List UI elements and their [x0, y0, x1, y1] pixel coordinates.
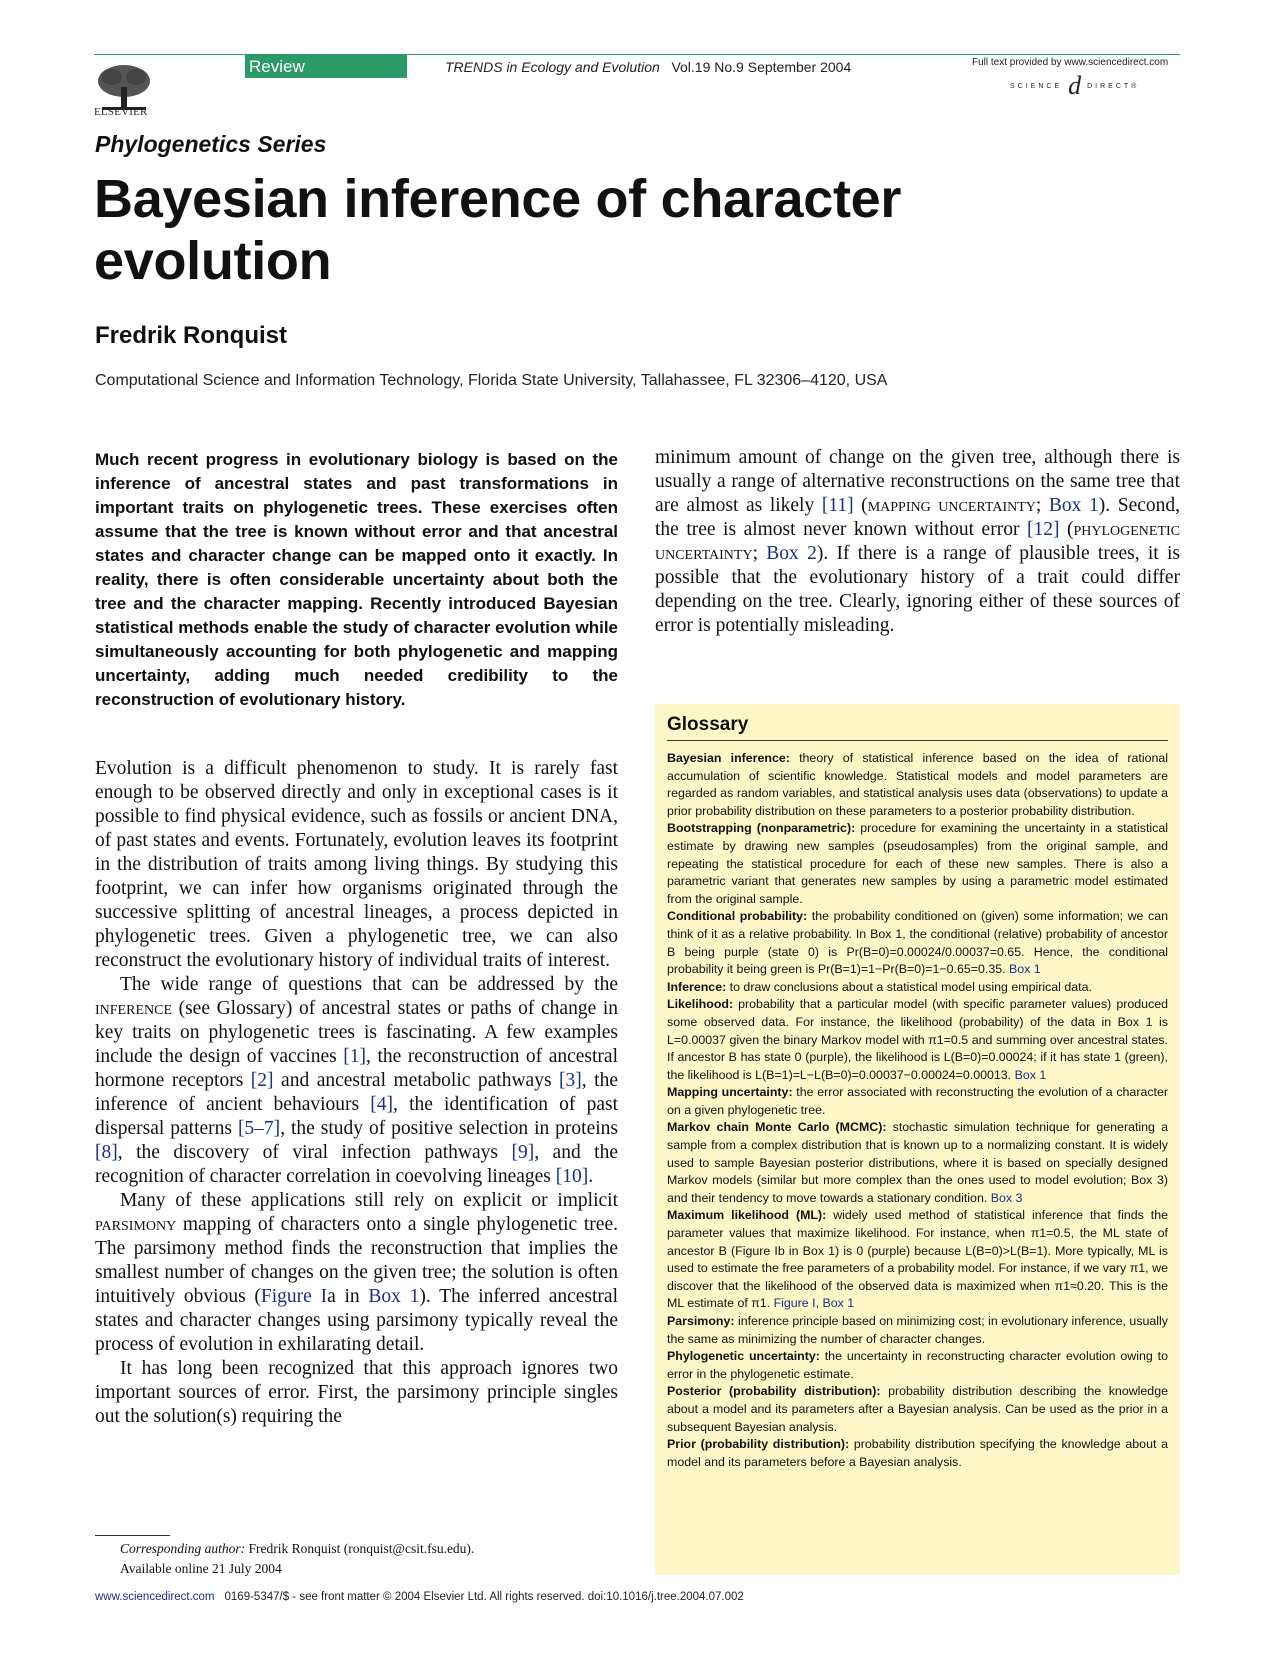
footer-url[interactable]: www.sciencedirect.com: [95, 1591, 215, 1603]
footnote-text: Fredrik Ronquist (ronquist@csit.fsu.edu).: [245, 1541, 475, 1556]
box-link[interactable]: Box 1: [1048, 495, 1099, 516]
citation-link[interactable]: [5–7]: [237, 1118, 281, 1139]
glossary-entry: [667, 820, 1168, 908]
paragraph-5: minimum amount of change on the given tree, although there is usually a range of alternative reconstructions on the same tree that are almost as likely [11] (mapping uncertainty; Box 1). Second, the tree is almost never known without error [12] (phylogenetic uncertainty; Box 2). If there is a range of plausible trees, it is possible that the evolutionary history of a trait could differ depending on the tree. Clearly, ignoring either of these sources of error is potentially misleading.: [655, 447, 1181, 636]
available-online: Available online 21 July 2004: [120, 1561, 282, 1576]
glossary-entry: [667, 1207, 1168, 1313]
citation-link[interactable]: [10]: [555, 1166, 589, 1187]
glossary-box: [655, 704, 1180, 1575]
glossary-entry: [667, 1383, 1168, 1436]
abstract: Much recent progress in evolutionary biology is based on the inference of ancestral states and past transformations in important traits on phylogenetic trees. These exercises often assume that the tree is known without error and that ancestral states and character change can be mapped onto it exactly. In reality, there is often considerable uncertainty about both the tree and the character mapping. Recently introduced Bayesian statistical methods enable the study of character evolution while simultaneously accounting for both phylogenetic and mapping uncertainty, adding much needed credibility to the reconstruction of evolutionary history.: [95, 450, 618, 709]
glossary-term: Prior (probability distribution):: [667, 1437, 850, 1452]
paragraph-1: Evolution is a difficult phenomenon to study. It is rarely fast enough to be observed directly and only in exceptional cases is it possible to find physical evidence, such as fossils or ancient DNA, of past states and events. Fortunately, evolution leaves its footprint in the distribution of traits among living things. By studying this footprint, we can infer how organisms originated through the successive splitting of ancestral lineages, a process depicted in phylogenetic trees. Given a phylogenetic tree, we can also reconstruct the evolutionary history of individual traits of interest.: [95, 758, 618, 971]
paragraph-3: Many of these applications still rely on explicit or implicit parsimony mapping of characters onto a single phylogenetic tree. The parsimony method finds the reconstruction that implies the smallest number of changes on the given tree; the solution is often intuitively obvious (Figure Ia in Box 1). The inferred ancestral states and character changes using parsimony typically reveal the process of evolution in exhilarating detail.: [95, 1190, 618, 1355]
glossary-term: Inference:: [667, 979, 727, 994]
glossary-term: Likelihood:: [667, 997, 734, 1012]
glossary-entries: [667, 750, 1168, 1471]
glossary-entry: [667, 1084, 1168, 1119]
glossary-box-link[interactable]: Figure I, Box 1: [773, 1296, 855, 1311]
glossary-entry: [667, 1348, 1168, 1383]
publisher-name: ELSEVIER: [94, 106, 148, 118]
body-right-column: [655, 446, 1180, 638]
footer-text: 0169-5347/$ - see front matter © 2004 Elsevier Ltd. All rights reserved. doi:10.1016/j.tree.2004.07.002: [224, 1591, 744, 1603]
glossary-entry: [667, 1436, 1168, 1471]
glossary-definition: probability distribution specifying the knowledge about a model and its parameters before a Bayesian analysis.: [667, 1437, 1168, 1469]
author-name: Fredrik Ronquist: [95, 322, 288, 349]
glossary-term: Bootstrapping (nonparametric):: [667, 821, 856, 836]
footnote-rule: [95, 1535, 170, 1536]
footnote: [120, 1539, 474, 1579]
sd-at-icon: d: [1068, 71, 1082, 100]
box-link[interactable]: Box 1: [368, 1286, 420, 1307]
citation-link[interactable]: [1]: [343, 1046, 367, 1067]
glossary-term: Bayesian inference:: [667, 751, 790, 765]
glossary-term: Markov chain Monte Carlo (MCMC):: [667, 1120, 887, 1135]
journal-line: [445, 59, 851, 75]
citation-link[interactable]: [12]: [1026, 519, 1060, 540]
glossary-box-link[interactable]: Box 1: [1009, 962, 1041, 977]
glossary-definition: inference principle based on minimizing cost; in evolutionary inference, usually the same as minimizing the number of character changes.: [667, 1314, 1168, 1346]
section-tag: Review: [245, 55, 407, 78]
fulltext-note: Full text provided by www.sciencedirect.com: [972, 57, 1169, 68]
page-footer: [95, 1591, 744, 1603]
glossary-entry: [667, 1119, 1168, 1207]
citation-link[interactable]: [2]: [250, 1070, 274, 1091]
box-link[interactable]: Box 2: [766, 543, 817, 564]
glossary-entry: [667, 908, 1168, 978]
glossary-term: Mapping uncertainty:: [667, 1085, 793, 1100]
glossary-entry: [667, 996, 1168, 1084]
glossary-term: Posterior (probability distribution):: [667, 1384, 881, 1399]
glossary-definition: procedure for examining the uncertainty in a statistical estimate by drawing new samples (pseudosamples) from the original sample, and repeating the statistical procedure for each of these new samples. There is also a parametric variant that generates new samples by using a parametric model estimated from the original sample.: [667, 821, 1168, 906]
glossary-term: Conditional probability:: [667, 909, 808, 924]
glossary-definition: probability that a particular model (with specific parameter values) produced some observed data. For instance, the likelihood (probability) of the data in Box 1 is L=0.00037 given the binary Markov model with π1=0.5 and summing over ancestral states. If ancestor B has state 0 (purple), the likelihood is L(B=0)=0.00024; if it has state 1 (green), the likelihood is L(B=1)=L−L(B=0)=0.00037−0.00024=0.00013.: [667, 997, 1168, 1082]
glossary-heading: Glossary: [667, 714, 1168, 741]
footnote-label: Corresponding author:: [120, 1541, 246, 1556]
glossary-box-link[interactable]: Box 3: [990, 1190, 1023, 1205]
paragraph-2: The wide range of questions that can be addressed by the inference (see Glossary) of ancestral states or paths of change in key traits on phylogenetic trees is fascinating. A few examples include the design of vaccines [1], the reconstruction of ancestral hormone receptors [2] and ancestral metabolic pathways [3], the inference of ancient behaviours [4], the identification of past dispersal patterns [5–7], the study of positive selection in proteins [8], the discovery of viral infection pathways [9], and the recognition of character correlation in coevolving lineages [10].: [95, 974, 619, 1187]
glossary-term: Parsimony:: [667, 1314, 735, 1328]
author-affiliation: Computational Science and Information Technology, Florida State University, Tallahassee, FL 32306–4120, USA: [95, 372, 888, 389]
citation-link[interactable]: [9]: [511, 1142, 535, 1163]
series-label: Phylogenetics Series: [95, 131, 327, 157]
glossary-entry: [667, 1313, 1168, 1348]
glossary-definition: to draw conclusions about a statistical model using empirical data.: [726, 979, 1092, 994]
citation-link[interactable]: [11]: [821, 495, 854, 516]
glossary-definition: stochastic simulation technique for generating a sample from a complex distribution that is known up to a normalizing constant. It is widely used to sample Bayesian posterior distributions, where it is based on specially designed Markov models (similar but more complex than the ones used to model evolution; Box 3) and their tendency to move towards a stationary condition.: [667, 1120, 1168, 1205]
glossary-definition: the probability conditioned on (given) some information; we can think of it as a relative probability. In Box 1, the conditional (relative) probability of ancestor B being purple (state 0) is Pr(B=0)=0.00024/0.00037=0.65. Hence, the conditional probability it being green is Pr(B=1)=1−Pr(B=0)=1−0.65=0.35.: [667, 909, 1168, 977]
article-title: Bayesian inference of character evolution: [94, 169, 902, 291]
glossary-term: Phylogenetic uncertainty:: [667, 1349, 820, 1364]
body-left-column: [95, 757, 618, 1429]
citation-link[interactable]: [3]: [559, 1070, 582, 1091]
citation-link[interactable]: [8]: [95, 1142, 118, 1163]
journal-name: TRENDS in Ecology and Evolution: [445, 59, 660, 75]
paragraph-4: It has long been recognized that this approach ignores two important sources of error. First, the parsimony principle singles out the solution(s) requiring the: [95, 1358, 618, 1427]
glossary-entry: [667, 750, 1168, 820]
citation-link[interactable]: [4]: [370, 1094, 394, 1115]
glossary-entry: [667, 979, 1168, 997]
glossary-box-link[interactable]: Box 1: [1014, 1067, 1047, 1082]
figure-link[interactable]: Figure I: [260, 1286, 328, 1307]
journal-issue: Vol.19 No.9 September 2004: [671, 59, 852, 75]
glossary-definition: widely used method of statistical inference that finds the parameter values that maximize likelihood. For instance, when π1=0.5, the ML state of ancestor B (Figure Ib in Box 1) is 0 (purple) because L(B=0)>L(B=1). More typically, ML is used to estimate the free parameters of a probability model. For instance, if we vary π1, we discover that the likelihood of the observed data is maximized when π1≈0.20. This is the ML estimate of π1.: [667, 1208, 1168, 1311]
glossary-definition: the error associated with reconstructing the evolution of a character on a given phylogenetic tree.: [667, 1085, 1168, 1117]
glossary-definition: the uncertainty in reconstructing character evolution owing to error in the phylogenetic estimate.: [667, 1349, 1168, 1381]
glossary-definition: theory of statistical inference based on the idea of rational accumulation of scientific knowledge. Statistical models and model parameters are regarded as random variables, and statistical analysis uses data (observations) to update a prior probability distribution on these parameters to a posterior probability distribution.: [667, 751, 1169, 818]
glossary-definition: probability distribution describing the knowledge about a model and its parameters after a Bayesian analysis. Can be used as the prior in a subsequent Bayesian analysis.: [667, 1384, 1168, 1434]
sciencedirect-logo: SCIENCE d DIRECT®: [1010, 71, 1140, 100]
glossary-term: Maximum likelihood (ML):: [667, 1208, 827, 1223]
